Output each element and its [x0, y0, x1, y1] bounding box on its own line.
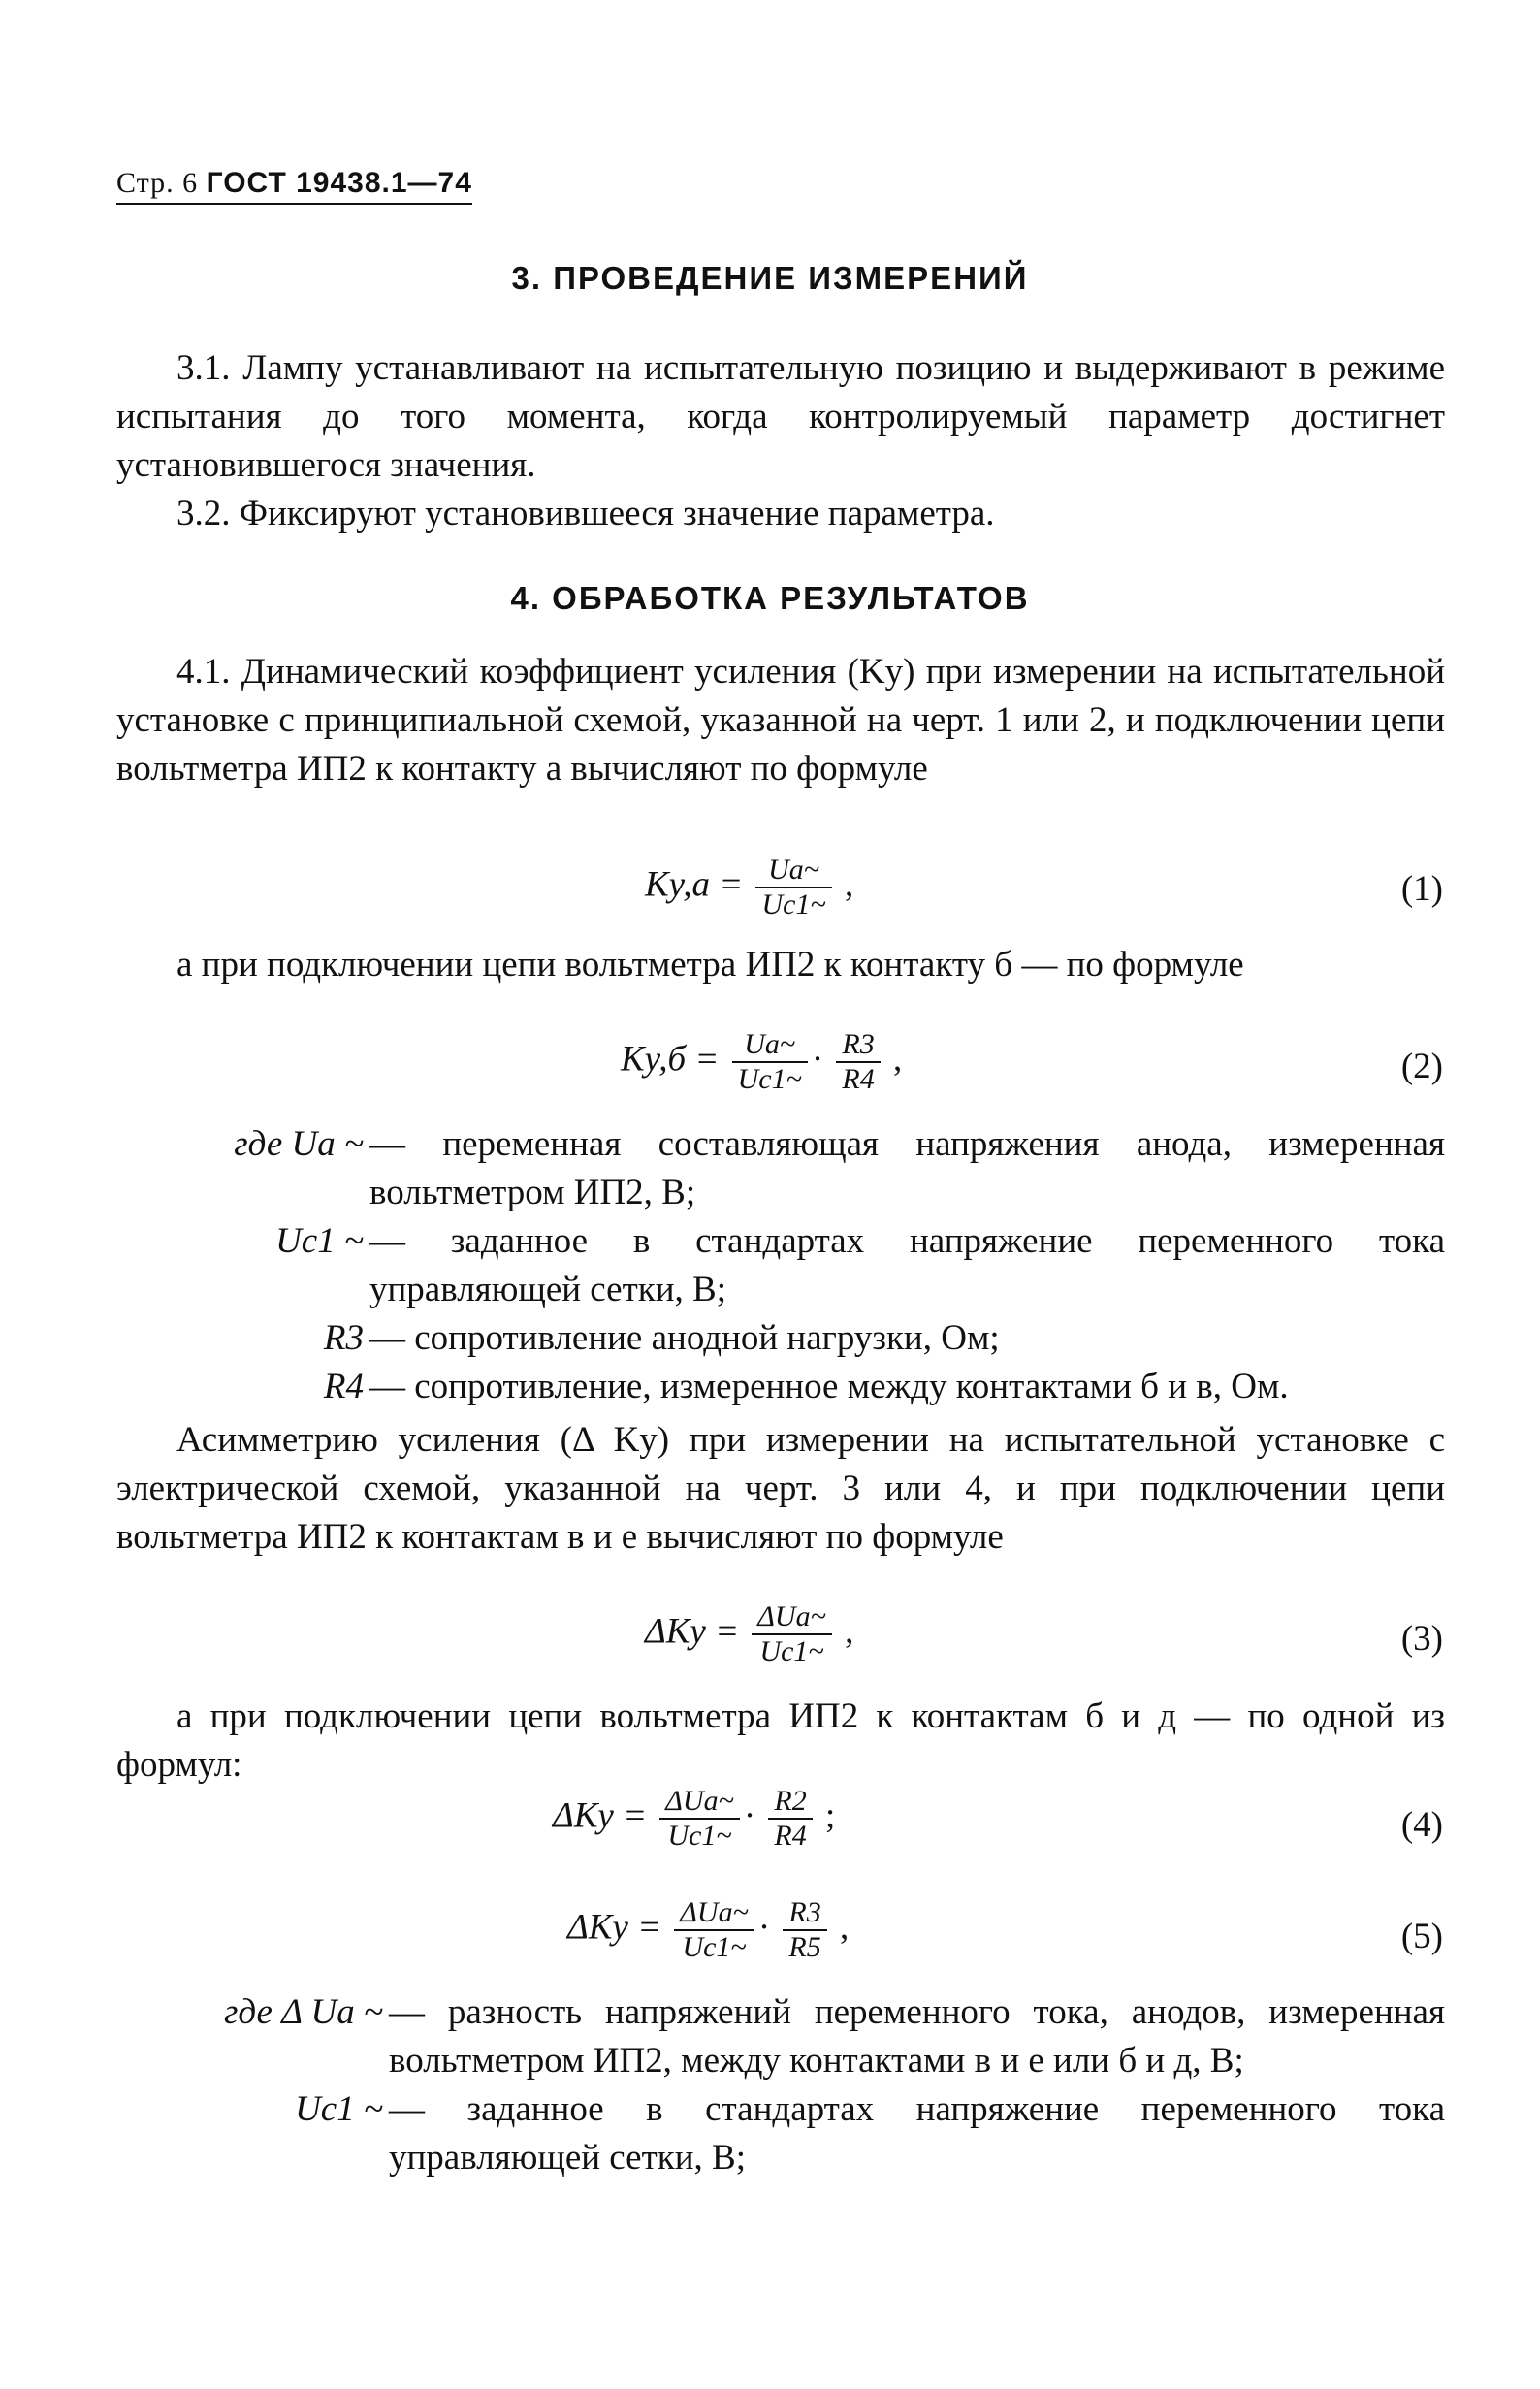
page-header: [116, 167, 472, 205]
formula-1-number: (1): [1400, 869, 1443, 909]
definition-row: R3 — сопротивление анодной нагрузки, Ом;: [323, 1318, 1000, 1358]
definition-row: Uс1 ~ — заданное в стандартах напряжение переменного тока управляющей сетки, В;: [275, 1221, 1445, 1309]
section-4-heading: 4. ОБРАБОТКА РЕЗУЛЬТАТОВ: [510, 580, 1030, 616]
definition-row: R4 — сопротивление, измеренное между контактами б и в, Ом.: [323, 1367, 1289, 1406]
section-3-heading: 3. ПРОВЕДЕНИЕ ИЗМЕРЕНИЙ: [511, 260, 1029, 296]
paragraph-4-1b: а при подключении цепи вольтметра ИП2 к контакту б — по формуле: [176, 945, 1244, 985]
formula-3-number: (3): [1400, 1619, 1443, 1659]
page-number: Стр. 6: [116, 167, 199, 199]
paragraph-asymmetry: Асимметрию усиления (Δ Kу) при измерении на испытательной установке с электрической схемой, указанной на черт. 3 или 4, и при подключении цепи вольтметра ИП2 к контактам в и е вычисляют по формуле: [116, 1420, 1445, 1557]
definitions-1: [116, 1120, 1445, 1411]
gost-number: ГОСТ 19438.1—74: [206, 167, 472, 199]
definition-row: где Uа ~ — переменная составляющая напряжения анода, измеренная вольтметром ИП2, В;: [234, 1124, 1445, 1212]
formula-4-number: (4): [1400, 1805, 1443, 1845]
formula-1: Kу,а = $\frac{Uа\sim}{Uс1\sim}$ ,: [645, 854, 854, 920]
formula-2: Kу,б = $\frac{Uа\sim}{Uс1\sim}$ · $\frac{R3}{R4}$ ,: [621, 1028, 903, 1095]
formula-3: ΔKу = $\frac{\text{ΔUа\textasciitilde{}}}{Uс1\sim}$ ,: [645, 1600, 854, 1667]
formula-2-number: (2): [1400, 1047, 1443, 1086]
definition-row: где Δ Uа ~ — разность напряжений переменного тока, анодов, измеренная вольтметром ИП2, между контактами в и е или б и д, В;: [223, 1992, 1445, 2081]
paragraph-3-2: 3.2. Фиксируют установившееся значение параметра.: [176, 494, 995, 533]
formula-5-number: (5): [1400, 1917, 1443, 1956]
definitions-2: [116, 1988, 1445, 2182]
formula-5: ΔKу = $\frac{\text{ΔUа\textasciitilde{}}}{Uс1\sim}$ · $\frac{R3}{R5}$ ,: [567, 1896, 850, 1963]
paragraph-4-1: 4.1. Динамический коэффициент усиления (Kу) при измерении на испытательной установке с принципиальной схемой, указанной на черт. 1 или 2, и подключении цепи вольтметра ИП2 к контакту а вычисляют по формуле: [116, 652, 1445, 789]
paragraph-formulas: а при подключении цепи вольтметра ИП2 к контактам б и д — по одной из формул:: [116, 1696, 1445, 1785]
paragraph-3-1: 3.1. Лампу устанавливают на испытательную позицию и выдерживают в режиме испытания до того момента, когда контролируемый параметр достигнет установившегося значения.: [116, 348, 1445, 485]
formula-4: ΔKу = $\frac{\text{ΔUа\textasciitilde{}}}{Uс1\sim}$ · $\frac{R2}{R4}$ ;: [553, 1785, 836, 1852]
definition-row: Uс1 ~ — заданное в стандартах напряжение переменного тока управляющей сетки, В;: [295, 2089, 1445, 2178]
